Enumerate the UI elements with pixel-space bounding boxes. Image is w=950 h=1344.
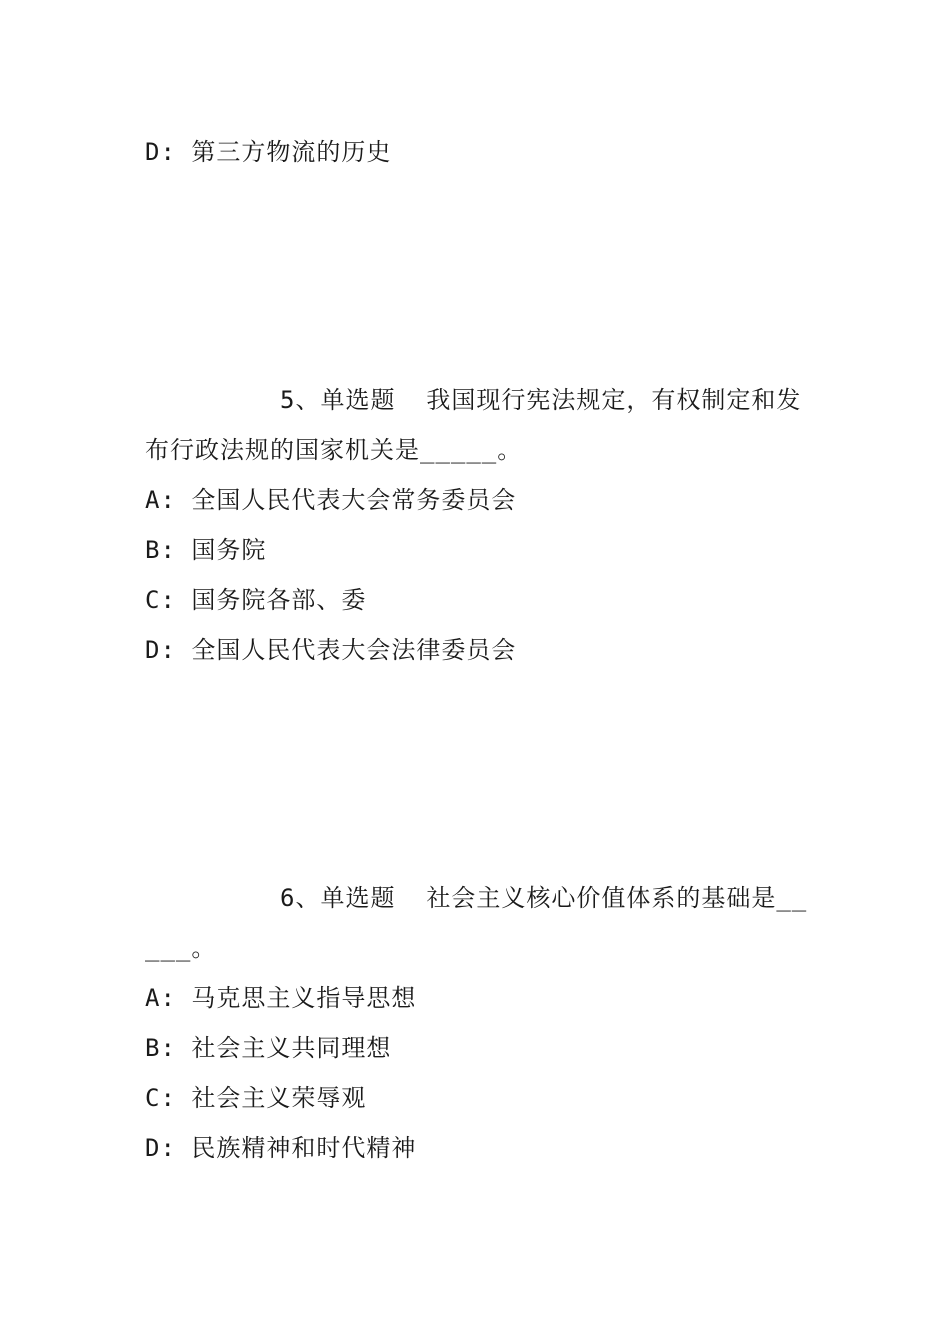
question-6-option-a: A: 马克思主义指导思想 <box>145 984 417 1012</box>
question-5-stem-line-2: 布行政法规的国家机关是_____。 <box>145 436 523 464</box>
question-5-option-c: C: 国务院各部、委 <box>145 586 367 614</box>
question-6-stem-line-1: 6、单选题 社会主义核心价值体系的基础是__ <box>280 884 808 912</box>
question-5-stem-line-1: 5、单选题 我国现行宪法规定，有权制定和发 <box>280 386 802 414</box>
question-5-option-d: D: 全国人民代表大会法律委员会 <box>145 636 517 664</box>
question-4-option-d: D: 第三方物流的历史 <box>145 138 392 166</box>
question-5-option-b: B: 国务院 <box>145 536 267 564</box>
question-6-option-d: D: 民族精神和时代精神 <box>145 1134 417 1162</box>
question-6-option-b: B: 社会主义共同理想 <box>145 1034 392 1062</box>
question-6-stem-line-2: ___。 <box>145 934 217 962</box>
question-5-option-a: A: 全国人民代表大会常务委员会 <box>145 486 517 514</box>
question-6-option-c: C: 社会主义荣辱观 <box>145 1084 367 1112</box>
